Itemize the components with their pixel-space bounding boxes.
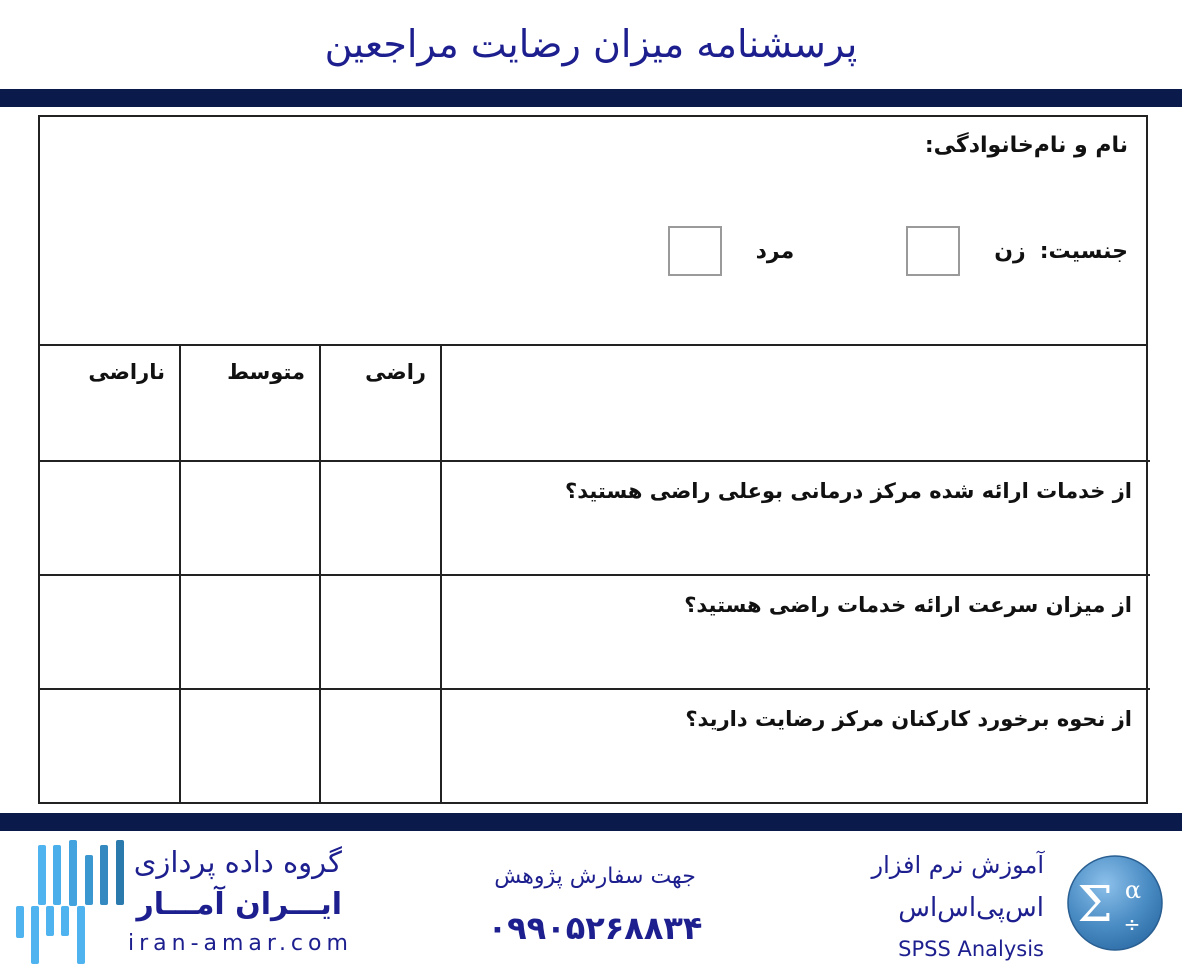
order-contact: [460, 831, 730, 971]
answer-cell-satisfied[interactable]: [320, 461, 441, 575]
svg-text:Σ: Σ: [1077, 875, 1113, 933]
footer-band: [0, 813, 1182, 831]
page-title: پرسشنامه میزان رضایت مراجعین: [324, 22, 858, 66]
answer-cell-satisfied[interactable]: [320, 689, 441, 803]
gender-option-female-label: زن: [994, 238, 1026, 264]
spss-course-line1: آموزش نرم افزار: [871, 851, 1044, 879]
spss-course-info: [844, 831, 1044, 971]
svg-text:÷: ÷: [1123, 912, 1141, 936]
spss-sigma-logo-icon: [1065, 853, 1165, 953]
footer: [0, 831, 1182, 975]
gender-label: جنسیت:: [1039, 238, 1128, 264]
bar-chart-logo-icon: [0, 831, 125, 971]
answer-cell-dissatisfied[interactable]: [40, 461, 180, 575]
svg-text:α: α: [1124, 876, 1142, 904]
brand-website-link[interactable]: iran-amar.com: [128, 931, 353, 956]
answer-cell-dissatisfied[interactable]: [40, 689, 180, 803]
answer-cell-satisfied[interactable]: [320, 575, 441, 689]
spss-course-english: SPSS Analysis: [898, 937, 1044, 961]
column-header-neutral: متوسط: [180, 346, 320, 461]
questionnaire-form: [38, 115, 1148, 804]
question-text: از میزان سرعت ارائه خدمات راضی هستید؟: [441, 575, 1150, 689]
table-row: [40, 575, 1150, 689]
answer-cell-dissatisfied[interactable]: [40, 575, 180, 689]
brand-name-line1: گروه داده پردازی: [133, 845, 342, 879]
order-label: جهت سفارش پژوهش: [494, 864, 696, 889]
column-header-satisfied: راضی: [320, 346, 441, 461]
brand-name-line2: ایـــران آمـــار: [136, 887, 342, 922]
header-band: [0, 89, 1182, 107]
column-header-question: [441, 346, 1150, 461]
spss-course-line2: اس‌پی‌اس‌اس: [898, 893, 1044, 923]
question-text: از خدمات ارائه شده مرکز درمانی بوعلی راضی هستید؟: [441, 461, 1150, 575]
gender-row: [668, 225, 1128, 277]
answer-cell-neutral[interactable]: [180, 461, 320, 575]
respondent-info-section: [40, 117, 1146, 346]
table-header-row: [40, 346, 1150, 461]
order-phone-number[interactable]: ۰۹۹۰۵۲۶۸۸۳۴: [487, 909, 703, 947]
question-text: از نحوه برخورد کارکنان مرکز رضایت دارید؟: [441, 689, 1150, 803]
gender-female-checkbox[interactable]: [906, 226, 960, 276]
gender-male-checkbox[interactable]: [668, 226, 722, 276]
column-header-dissatisfied: ناراضی: [40, 346, 180, 461]
name-field-label: نام و نام‌خانوادگی:: [924, 133, 1128, 158]
table-row: [40, 689, 1150, 803]
table-row: [40, 461, 1150, 575]
answer-cell-neutral[interactable]: [180, 689, 320, 803]
gender-option-male-label: مرد: [755, 238, 795, 264]
answer-cell-neutral[interactable]: [180, 575, 320, 689]
satisfaction-table: [40, 346, 1150, 803]
